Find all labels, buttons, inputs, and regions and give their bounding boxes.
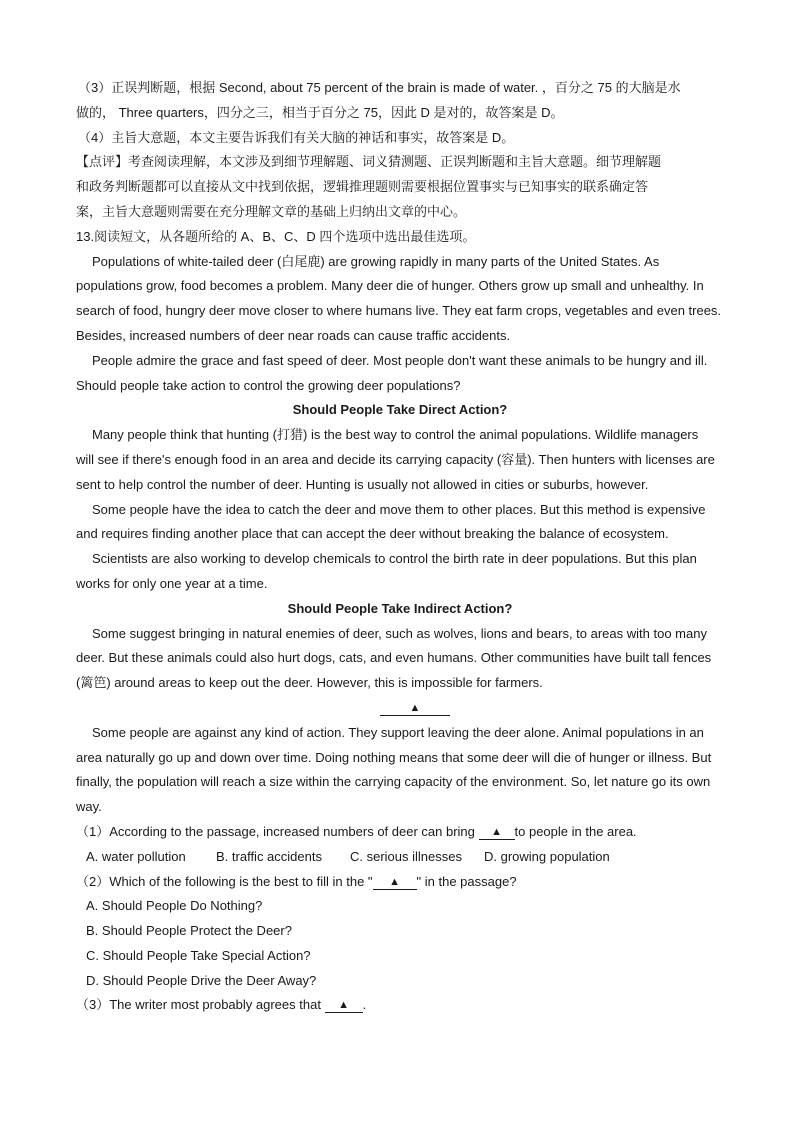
passage-p1-line2: populations grow, food becomes a problem. Many deer die of hunger. Others grow up small and unhealthy. In	[76, 278, 704, 294]
q2-option-a[interactable]: A. Should People Do Nothing?	[86, 898, 263, 914]
passage-p4-line1: Some people have the idea to catch the deer and move them to other places. But this method is expensive	[92, 501, 706, 517]
question-title: 13.阅读短文，从各题所给的 A、B、C、D 四个选项中选出最佳选项。	[76, 228, 476, 244]
q1-prefix: （1）According to the passage, increased numbers of deer can bring	[76, 823, 479, 839]
passage-p7-line4: way.	[76, 799, 102, 815]
q3-suffix: .	[362, 997, 367, 1013]
passage-p6-line2: deer. But these animals could also hurt dogs, cats, and even humans. Other communities have built tall fences	[76, 650, 712, 666]
gap-blank: ▲	[380, 701, 450, 716]
question-3	[76, 993, 724, 1018]
analysis-q4-line: （4）主旨大意题，本文主要告诉我们有关大脑的神话和事实，故答案是 D。	[78, 129, 515, 145]
comment-line2: 和政务判断题都可以直接从文中找到依据，逻辑推理题则需要根据位置事实与已知事实的联系确定答	[76, 179, 649, 195]
passage-p1-line3: search of food, hungry deer move closer to where humans live. They eat farm crops, vegetables and even trees.	[76, 303, 722, 319]
q1-option-d[interactable]: D. growing population	[484, 848, 610, 864]
q2-suffix: " in the passage?	[416, 873, 517, 889]
passage-p3-line3: sent to help control the number of deer. Hunting is usually not allowed in cities or suburbs, however.	[76, 476, 649, 492]
comment-line3: 案，主旨大意题则需要在充分理解文章的基础上归纳出文章的中心。	[76, 203, 467, 219]
q2-prefix: （2）Which of the following is the best to fill in the "	[76, 873, 373, 889]
passage-p7-line1: Some people are against any kind of action. They support leaving the deer alone. Animal populations in an	[92, 724, 704, 740]
q1-option-b[interactable]: B. traffic accidents	[216, 848, 322, 864]
question-1	[76, 820, 724, 845]
q1-suffix: to people in the area.	[514, 823, 637, 839]
q2-option-c[interactable]: C. Should People Take Special Action?	[86, 947, 311, 963]
q2-option-b[interactable]: B. Should People Protect the Deer?	[86, 923, 292, 939]
passage-p3-line2: will see if there's enough food in an area and decide its carrying capacity (容量). Then hunters with licenses are	[76, 451, 715, 467]
document-page	[76, 76, 724, 1018]
missing-heading-gap	[76, 696, 724, 721]
passage-p3-line1: Many people think that hunting (打猎) is the best way to control the animal populations. Wildlife managers	[92, 427, 699, 443]
section-heading-indirect: Should People Take Indirect Action?	[287, 600, 513, 616]
passage-p4-line2: and requires finding another place that can accept the deer without breaking the balance of ecosystem.	[76, 526, 669, 542]
comment-line1: 【点评】考查阅读理解，本文涉及到细节理解题、词义猜测题、正误判断题和主旨大意题。细节理解题	[76, 154, 662, 170]
passage-p1-line4: Besides, increased numbers of deer near roads can cause traffic accidents.	[76, 327, 511, 343]
passage-p5-line2: works for only one year at a time.	[76, 575, 268, 591]
question-2	[76, 870, 724, 895]
q1-options	[76, 845, 724, 870]
q2-option-d[interactable]: D. Should People Drive the Deer Away?	[86, 972, 317, 988]
passage-p1-line1: Populations of white-tailed deer (白尾鹿) are growing rapidly in many parts of the United States. As	[92, 253, 660, 269]
analysis-q3-line2: 做的， Three quarters，四分之三，相当于百分之 75，因此 D 是对的，故答案是 D。	[76, 104, 564, 120]
q1-blank: ▲	[479, 825, 515, 840]
passage-p6-line1: Some suggest bringing in natural enemies of deer, such as wolves, lions and bears, to areas with too many	[92, 625, 707, 641]
q3-blank: ▲	[325, 998, 363, 1013]
passage-p7-line3: finally, the population will reach a size within the carrying capacity of the environment. So, let nature go its own	[76, 774, 711, 790]
passage-p5-line1: Scientists are also working to develop chemicals to control the birth rate in deer populations. But this plan	[92, 551, 697, 567]
q1-option-c[interactable]: C. serious illnesses	[350, 848, 462, 864]
q3-prefix: （3）The writer most probably agrees that	[76, 997, 325, 1013]
passage-p7-line2: area naturally go up and down over time. Doing nothing means that some deer will die of hunger or illness. But	[76, 749, 712, 765]
q1-option-a[interactable]: A. water pollution	[86, 848, 186, 864]
q2-blank: ▲	[373, 875, 417, 890]
section-heading-direct: Should People Take Direct Action?	[292, 402, 508, 418]
analysis-q3-line1: （3）正误判断题，根据 Second, about 75 percent of the brain is made of water. ，百分之 75 的大脑是水	[78, 80, 681, 95]
passage-p6-line3: (篱笆) around areas to keep out the deer. However, this is impossible for farmers.	[76, 675, 543, 691]
passage-p2-line1: People admire the grace and fast speed of deer. Most people don't want these animals to be hungry and ill.	[92, 352, 708, 368]
passage-p2-line2: Should people take action to control the growing deer populations?	[76, 377, 461, 393]
